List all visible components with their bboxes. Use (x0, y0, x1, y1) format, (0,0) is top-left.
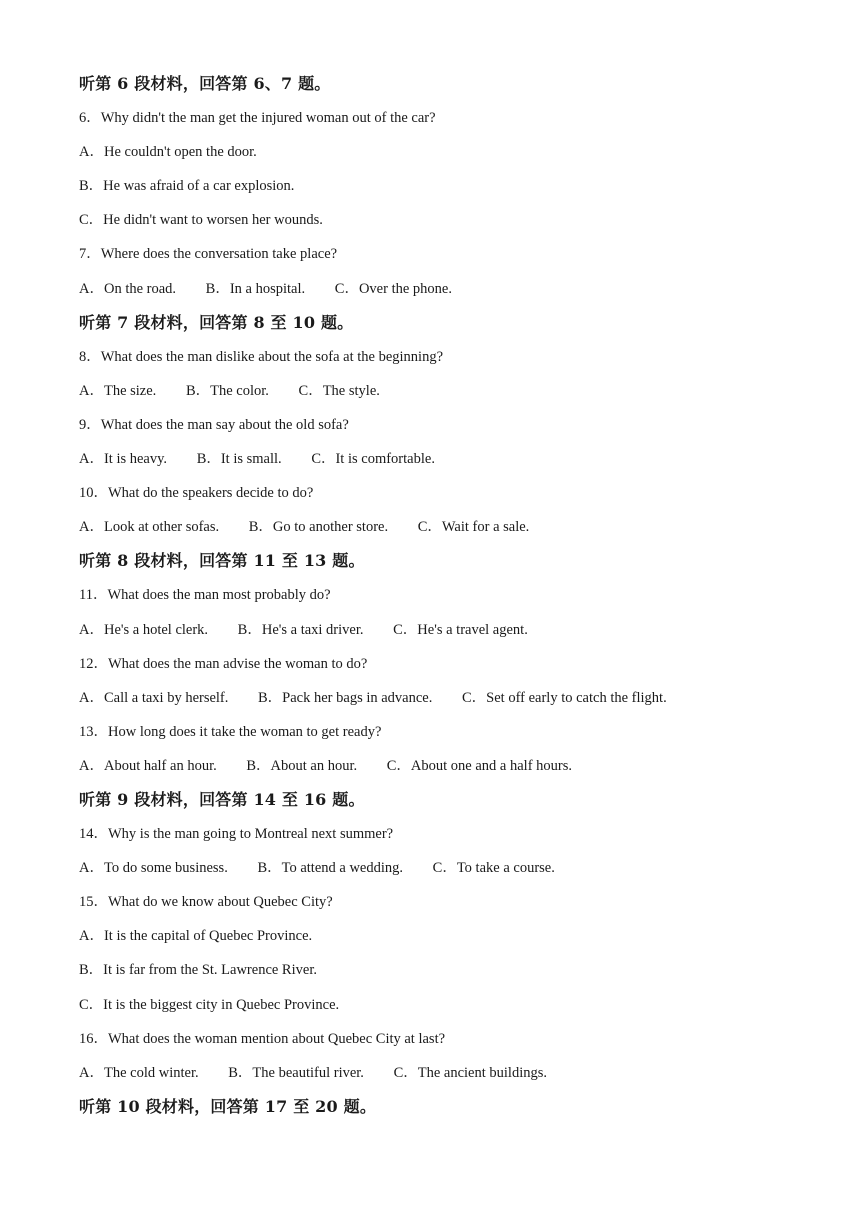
option-12a: A．Call a taxi by herself. (79, 689, 229, 706)
option-15c: C．It is the biggest city in Quebec Province. (79, 996, 340, 1013)
option-9b: B．It is small. (196, 451, 282, 468)
question-8: 8．What does the man dislike about the sofa at the beginning? (79, 348, 444, 365)
option-6a: A．He couldn't open the door. (79, 144, 257, 161)
question-15: 15．What do we know about Quebec City? (79, 894, 333, 911)
option-8a: A．The size. (79, 382, 157, 399)
option-10c: C．Wait for a sale. (417, 519, 530, 536)
option-12b: B．Pack her bags in advance. (258, 689, 433, 706)
option-10b: B．Go to another store. (248, 519, 389, 536)
question-14: 14．Why is the man going to Montreal next summer? (79, 826, 394, 843)
section-heading: 听第 10 段材料，回答第 17 至 20 题。 (79, 1096, 377, 1116)
exam-page (79, 72, 839, 1129)
option-11b: B．He's a taxi driver. (237, 621, 364, 638)
question-16: 16．What does the woman mention about Quebec City at last? (79, 1030, 446, 1047)
option-16b: B．The beautiful river. (228, 1064, 364, 1081)
question-13: 13．How long does it take the woman to get ready? (79, 723, 382, 740)
section-heading: 听第 8 段材料，回答第 11 至 13 题。 (79, 551, 365, 571)
options-7 (79, 277, 839, 311)
options-14 (79, 856, 839, 890)
option-7a: A．On the road. (79, 280, 177, 297)
question-12: 12．What does the man advise the woman to do? (79, 655, 368, 672)
option-15b: B．It is far from the St. Lawrence River. (79, 962, 317, 979)
section-heading: 听第 9 段材料，回答第 14 至 16 题。 (79, 789, 365, 809)
options-16 (79, 1061, 839, 1095)
option-8b: B．The color. (185, 382, 269, 399)
option-11a: A．He's a hotel clerk. (79, 621, 209, 638)
question-9: 9．What does the man say about the old sofa? (79, 416, 349, 433)
options-11 (79, 618, 839, 652)
option-11c: C．He's a travel agent. (393, 621, 528, 638)
options-10 (79, 515, 839, 549)
question-7: 7．Where does the conversation take place? (79, 246, 338, 263)
option-10a: A．Look at other sofas. (79, 519, 220, 536)
option-9a: A．It is heavy. (79, 451, 168, 468)
options-12 (79, 686, 839, 720)
options-8 (79, 379, 839, 413)
option-12c: C．Set off early to catch the flight. (462, 689, 667, 706)
option-16c: C．The ancient buildings. (393, 1064, 547, 1081)
options-9 (79, 447, 839, 481)
section-heading: 听第 6 段材料，回答第 6、7 题。 (79, 74, 331, 93)
section-heading: 听第 7 段材料，回答第 8 至 10 题。 (79, 312, 354, 332)
question-10: 10．What do the speakers decide to do? (79, 485, 314, 502)
question-6: 6．Why didn't the man get the injured woman out of the car? (79, 110, 436, 127)
option-6b: B．He was afraid of a car explosion. (79, 178, 295, 195)
option-6c: C．He didn't want to worsen her wounds. (79, 212, 323, 229)
option-14b: B．To attend a wedding. (257, 860, 404, 877)
option-14a: A．To do some business. (79, 860, 228, 877)
option-7b: B．In a hospital. (205, 280, 306, 297)
question-11: 11．What does the man most probably do? (79, 587, 331, 604)
option-16a: A．The cold winter. (79, 1064, 199, 1081)
option-8c: C．The style. (298, 382, 380, 399)
option-13c: C．About one and a half hours. (386, 757, 572, 774)
option-9c: C．It is comfortable. (311, 451, 435, 468)
option-13b: B．About an hour. (246, 757, 358, 774)
options-13 (79, 754, 839, 788)
option-13a: A．About half an hour. (79, 757, 217, 774)
option-7c: C．Over the phone. (334, 280, 452, 297)
option-15a: A．It is the capital of Quebec Province. (79, 928, 313, 945)
option-14c: C．To take a course. (432, 860, 555, 877)
